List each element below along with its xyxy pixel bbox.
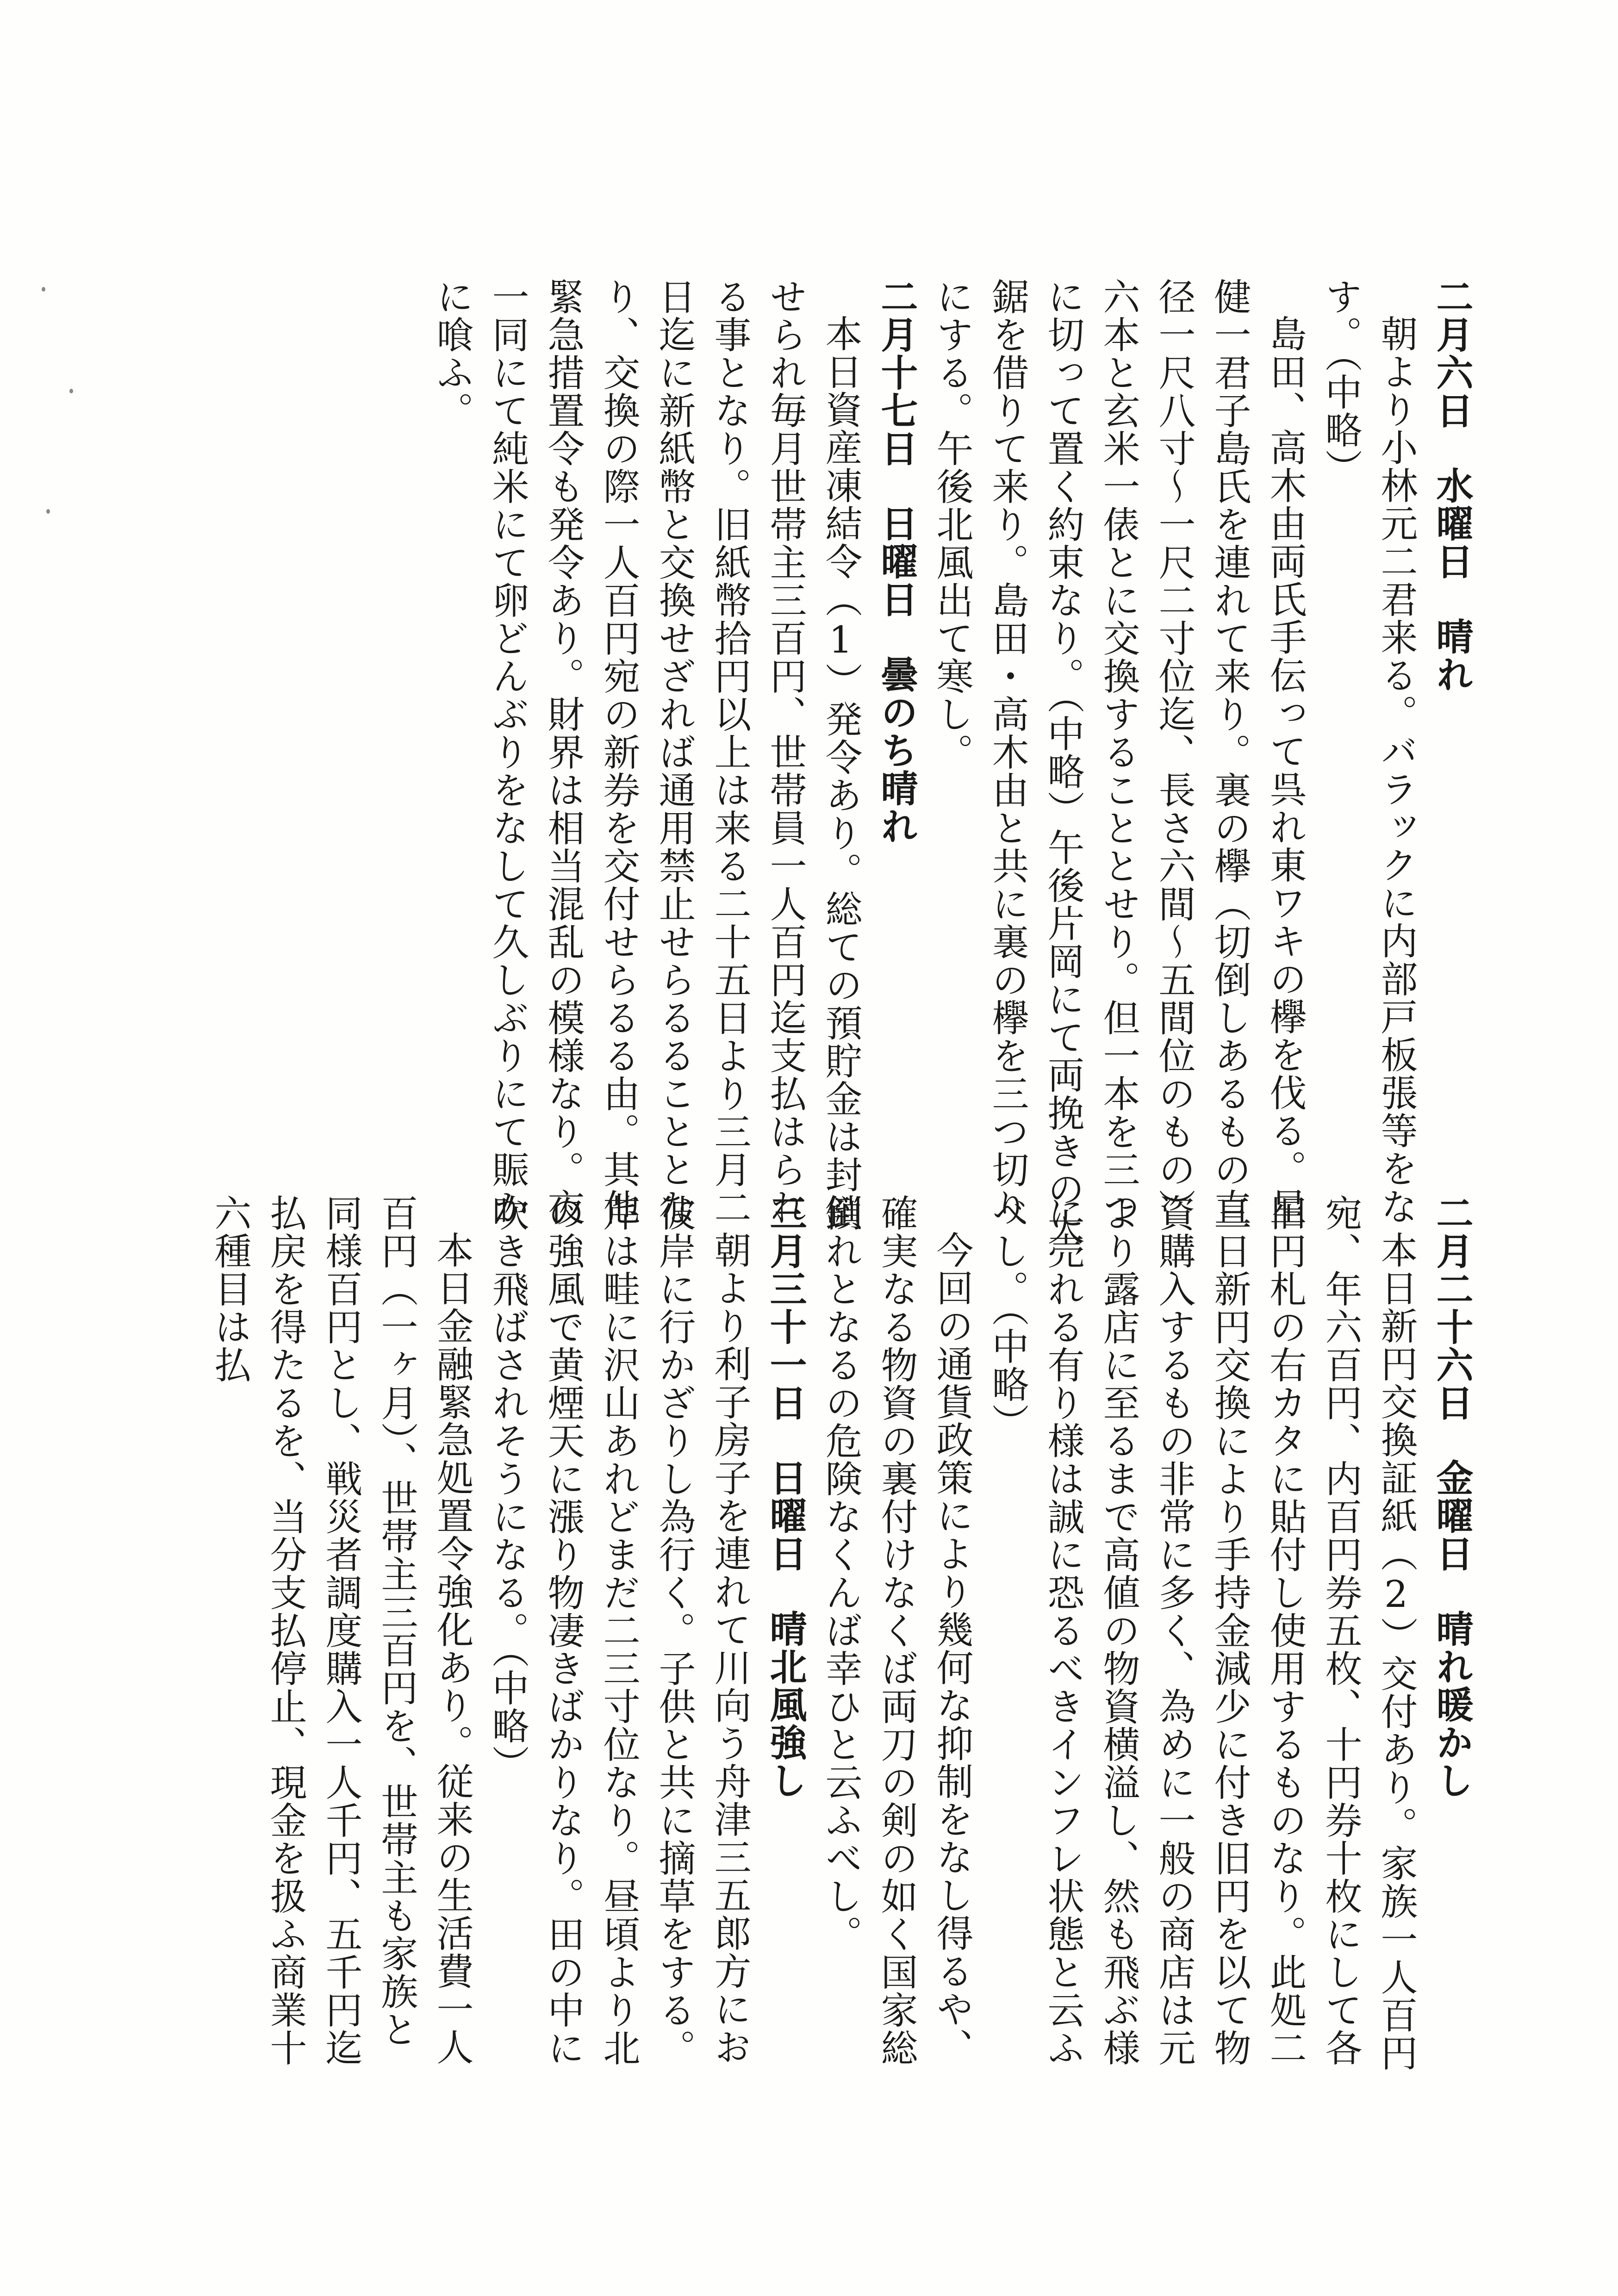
- entry-paragraph: 朝より利子房子を連れて川向う舟津三五郎方にお彼岸に行かざりし為行く。子供と共に摘草をする。芹は畦に沢山あれどまだ二三寸位なり。昼頃より北の強風で黄煙天に漲り物凄きばかりなり。田の中に吹き飛ばされそうになる。（中略）: [486, 1194, 751, 2067]
- entry-heading-feb26: [1424, 1194, 1479, 2073]
- top-text-block: [137, 278, 1479, 1250]
- entry-weather: 晴れ暖かし: [1430, 1610, 1473, 1799]
- entry-weekday: 水曜日: [1430, 467, 1473, 580]
- entry-heading-feb17: [868, 278, 924, 1250]
- entry-date: 三月三十一日: [764, 1194, 807, 1422]
- entry-weekday: 日曜日: [875, 504, 918, 618]
- entry-heading-feb6: [1424, 278, 1479, 1250]
- bottom-text-block: [137, 1194, 1479, 2073]
- entry-weekday: 日曜日: [764, 1459, 807, 1573]
- scan-speck: [42, 287, 45, 292]
- entry-paragraph: 本日新円交換証紙（2）交付あり。家族一人百円宛、年六百円、内百円券五枚、十円券十枚にして各旧円札の右カタに貼付し使用するものなり。此処二三日新円交換により手持金減少に付き旧円を以て物資購入するもの非常に多く、為めに一般の商店は元より露店に至るまで高値の物資横溢し、然も飛ぶ様に売れる有り様は誠に恐るべきインフレ状態と云ふべし。（中略）: [986, 1194, 1418, 2072]
- entry-paragraph: 本日金融緊急処置令強化あり。従来の生活費一人百円（一ヶ月）、世帯主三百円を、世帯主も家族と同様百円とし、戦災者調度購入一人千円、五千円迄払戻を得たるを、当分支払停止、現金を扱ふ商業十六種目は払: [208, 1194, 473, 2067]
- scan-speck: [46, 509, 50, 514]
- entry-paragraph: 朝より小林元二君来る。バラックに内部戸板張等をなす。（中略）: [1319, 278, 1418, 1226]
- entry-weather: 晴北風強し: [764, 1610, 807, 1799]
- entry-paragraph: 島田、高木由両氏手伝って呉れ東ワキの欅を伐る。星健一君子島氏を連れて来り。裏の欅（切倒しあるもの直径一尺八寸～一尺二寸位迄、長さ六間～五間位のもの）六本と玄米一俵とに交換することとせり。但一本を三つに切って置く約束なり。（中略）午後片岡にて両挽きの大鋸を借りて来り。島田・高木由と共に裏の欅を三つ切りにする。午後北風出て寒し。: [930, 278, 1307, 1246]
- entry-date: 二月十七日: [875, 278, 918, 467]
- entry-weekday: 金曜日: [1430, 1459, 1473, 1573]
- entry-weather: 晴れ: [1430, 617, 1473, 693]
- entry-date: 二月二十六日: [1430, 1194, 1473, 1422]
- entry-weather: 曇のち晴れ: [875, 655, 918, 845]
- entry-paragraph: 本日資産凍結令（1）発令あり。総ての預貯金は封鎖せられ毎月世帯主三百円、世帯員一人百円迄支払はられる事となり。旧紙幣拾円以上は来る二十五日より三月二日迄に新紙幣と交換せざれば通用禁止せらるることとなり、交換の際一人百円宛の新券を交付せらるる由。其他緊急措置令も発令あり。財界は相当混乱の模様なり。夜一同にて純米にて卵どんぶりをなして久しぶりにて賑かに喰ふ。: [430, 278, 862, 1232]
- scan-speck: [69, 389, 73, 393]
- entry-paragraph: 今回の通貨政策により幾何な抑制をなし得るや、確実なる物資の裏付けなくば両刀の剣の如く国家総倒れとなるの危険なくんば幸ひと云ふべし。: [819, 1194, 973, 2067]
- entry-date: 二月六日: [1430, 278, 1473, 429]
- entry-heading-mar31: [757, 1194, 813, 2073]
